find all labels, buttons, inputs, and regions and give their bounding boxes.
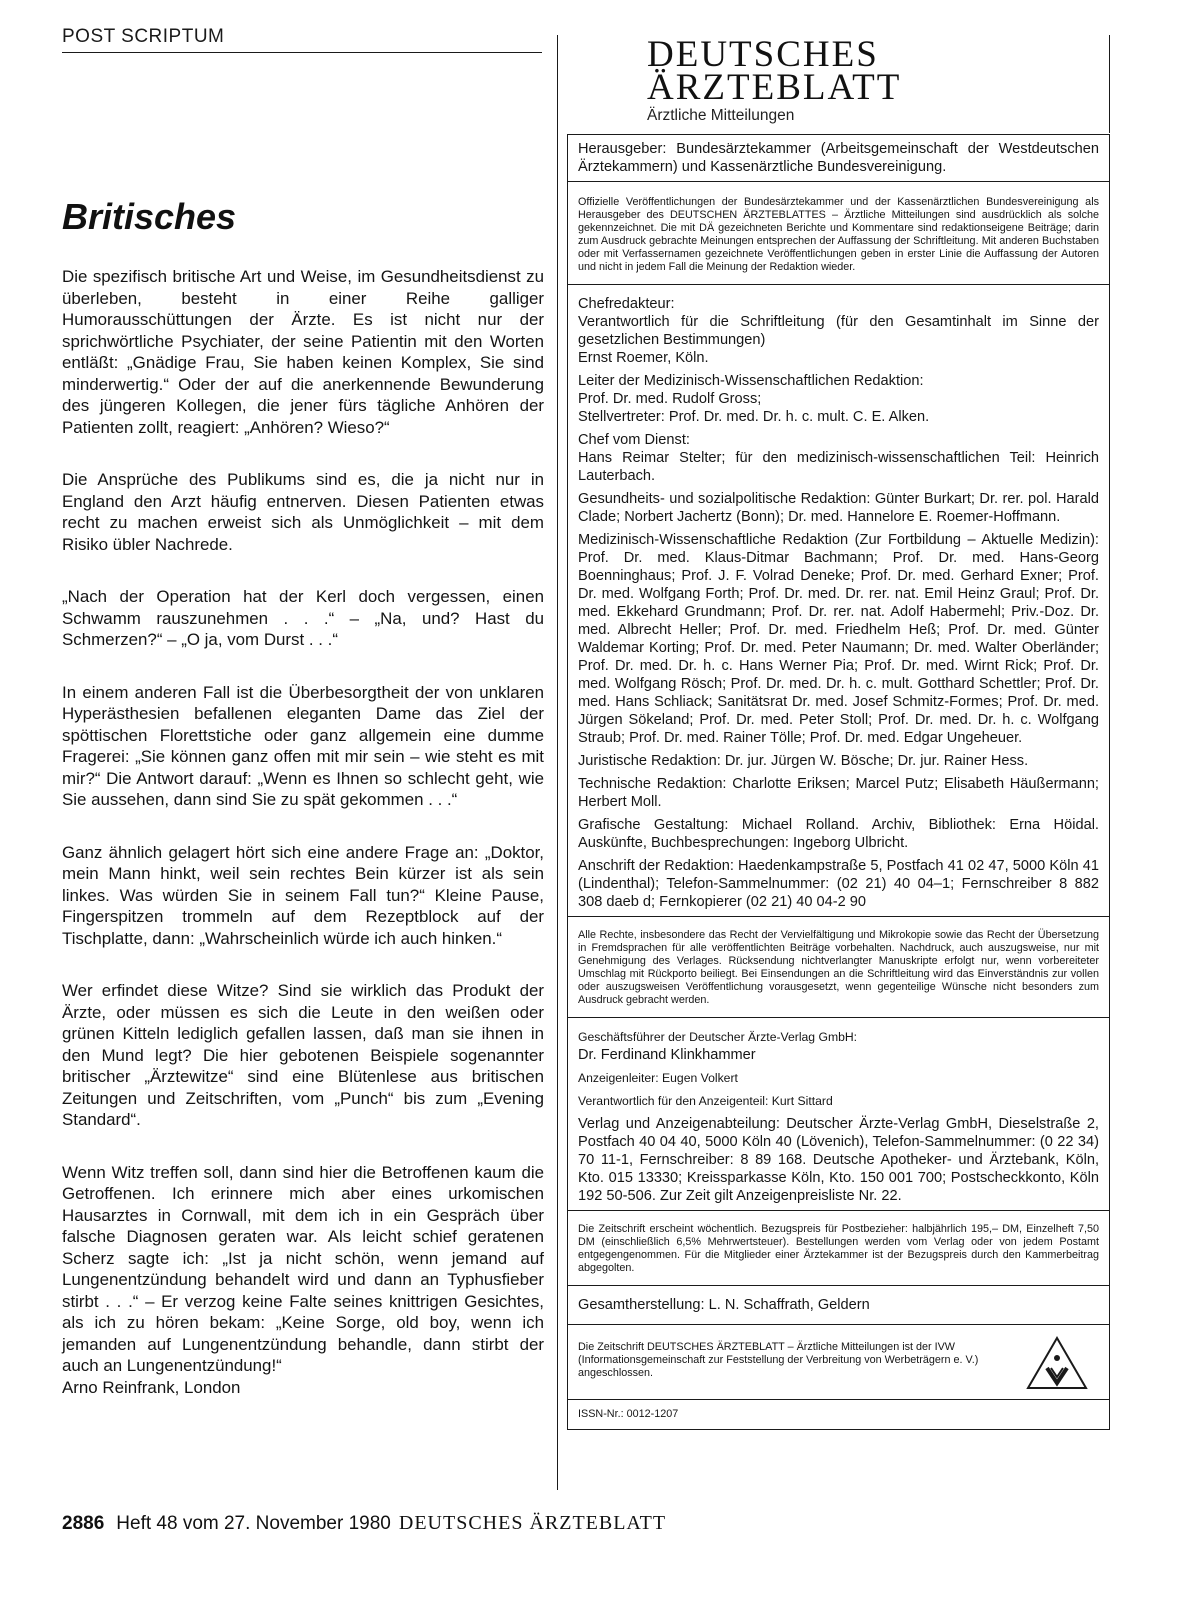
production-box	[567, 1286, 1110, 1325]
publisher-box	[567, 134, 1110, 182]
editorial-line: Grafische Gestaltung: Michael Rolland. Archiv, Bibliothek: Erna Höidal. Auskünfte, Buchbesprechungen: Ingeborg Ulbricht.	[578, 817, 1099, 851]
issn-box	[567, 1400, 1110, 1430]
editorial-box	[567, 285, 1110, 917]
managing-director-label: Geschäftsführer der Deutscher Ärzte-Verlag GmbH:	[578, 1030, 858, 1044]
production-text: Gesamtherstellung: L. N. Schaffrath, Geldern	[578, 1297, 870, 1313]
editorial-line: Prof. Dr. med. Rudolf Gross;	[578, 391, 762, 407]
issn-text: ISSN-Nr.: 0012-1207	[578, 1408, 679, 1420]
ivw-triangle-icon	[1025, 1335, 1089, 1391]
ivw-row	[578, 1335, 1099, 1391]
editorial-line: Verantwortlich für die Schriftleitung (für den Gesamtinhalt im Sinne der gesetzlichen Bestimmungen)	[578, 314, 1099, 348]
ad-responsible: Verantwortlich für den Anzeigenteil: Kurt Sittard	[578, 1094, 833, 1108]
editorial-line: Stellvertreter: Prof. Dr. med. Dr. h. c. mult. C. E. Alken.	[578, 409, 930, 425]
masthead-line-1: DEUTSCHES	[647, 34, 879, 75]
publishing-box	[567, 1018, 1110, 1211]
article-paragraph: Wenn Witz treffen soll, dann sind hier die Betroffenen kaum die Getroffenen. Ich erinnere mich aber eines urkomischen Hausarztes in Cornwall, mit dem ich in ein Gespräch über falsche Diagnosen geraten war. Als leicht schief geratenen Scherz sagte ich: „Ist ja nicht schön, wenn jemand auf Lungenentzündung behandelt wird und dann an Typhusfieber stirbt . . .“ – Er verzog keine Falte seines knittrigen Gesichtes, als ich zu hören bekam: „Keine Sorge, old boy, wenn ich jemanden auf Lungenentzündung behandle, dann stirbt der auch an Lungenentzündung!“	[62, 1162, 544, 1375]
official-notice-box	[567, 182, 1110, 285]
article-title: Britisches	[62, 196, 237, 237]
rights-notice-text: Alle Rechte, insbesondere das Recht der Vervielfältigung und Mikrokopie sowie das Recht der Übersetzung in Fremdsprachen für alle veröffentlichten Beiträge vorbehalten. Nachdruck, auch auszugsweise, nur mit Genehmigung des Verlages. Rücksendung nichtverlangter Manuskripte erfolgt nur, wenn vorbereiteter Umschlag mit Rückporto beiliegt. Bei Einsendungen an die Schriftleitung wird das Einverständnis zur vollen oder auszugsweisen Veröffentlichung vorausgesetzt, wenn gegenteilige Wünsche nicht besonders zum Ausdruck gebracht werden.	[578, 929, 1099, 1006]
managing-director: Dr. Ferdinand Klinkhammer	[578, 1047, 756, 1063]
article-body	[62, 266, 544, 1429]
article-paragraph: Ganz ähnlich gelagert hört sich eine andere Frage an: „Doktor, mein Mann hinkt, weil sein rechtes Bein kürzer ist als sein linkes. Was würden Sie in seinem Fall tun?“ Kleine Pause, Fingerspitzen trommeln auf dem Rezeptblock auf der Tischplatte, dann: „Wahrscheinlich würde ich auch hinken.“	[62, 842, 544, 948]
article-paragraph: Die spezifisch britische Art und Weise, im Gesundheitsdienst zu überleben, besteht in einer Reihe galliger Humorausschüttungen der Ärzte. Es ist nicht nur der sprichwörtliche Psychiater, der seine Patientin mit den Worten entläßt: „Gnädige Frau, Sie haben keinen Komplex, Sie sind minderwertig.“ Oder der auf die anerkennende Bewunderung des jüngeren Kollegen, die jener fürs tägliche Anhören der Patienten zollt, reagiert: „Anhören? Wieso?“	[62, 267, 544, 437]
masthead-line-2: ÄRZTEBLATT	[647, 67, 902, 108]
top-rule	[62, 52, 542, 53]
footer-title: DEUTSCHES ÄRZTEBLATT	[398, 1512, 667, 1534]
page-footer	[62, 1512, 666, 1535]
publisher-address: Verlag und Anzeigenabteilung: Deutscher Ärzte-Verlag GmbH, Dieselstraße 2, Postfach 40 04 40, 5000 Köln 40 (Lövenich), Telefon-Sammelnummer: (0 22 34) 70 11-1, Fernschreiber: 8 89 168. Deutsche Apotheker- und Ärztebank, Köln, Kto. 015 13330; Kreissparkasse Köln, Kto. 150 001 700; Postscheckkonto, Köln 192 50-506. Zur Zeit gilt Anzeigenpreisliste Nr. 22.	[578, 1116, 1099, 1204]
article-paragraph: Die Ansprüche des Publikums sind es, die ja nicht nur in England den Arzt häufig entnerven. Diesen Patienten etwas recht zu machen erweist sich als Unmöglichkeit – mit dem Risiko übler Nachrede.	[62, 470, 544, 554]
subscription-box	[567, 1211, 1110, 1286]
article-paragraph: „Nach der Operation hat der Kerl doch vergessen, einen Schwamm rauszunehmen . . .“ – „Na, und? Hast du Schmerzen?“ – „O ja, vom Durst . . .“	[62, 587, 544, 649]
editorial-line: Leiter der Medizinisch-Wissenschaftlichen Redaktion:	[578, 373, 924, 389]
editorial-line: Hans Reimar Stelter; für den medizinisch-wissenschaftlichen Teil: Heinrich Lauterbach.	[578, 450, 1099, 484]
official-notice-text: Offizielle Veröffentlichungen der Bundesärztekammer und der Kassenärztlichen Bundesvereinigung als Herausgeber des DEUTSCHEN ÄRZTEBLATTES – Ärztliche Mitteilungen sind ausdrücklich als solche gekennzeichnet. Die mit DÄ gezeichneten Berichte und Kommentare sind redaktionseigene Beiträge; darin zum Ausdruck gebrachte Meinungen entsprechen der Auffassung der Schriftleitung. Mit anderen Buchstaben oder mit Verfassernamen gezeichnete Veröffentlichungen geben in erster Linie die Auffassung der Autoren und nicht in jedem Fall die Meinung der Redaktion wieder.	[578, 196, 1099, 273]
rights-notice-box	[567, 917, 1110, 1018]
ad-manager: Anzeigenleiter: Eugen Volkert	[578, 1071, 738, 1085]
article-author: Arno Reinfrank, London	[62, 1377, 241, 1397]
editorial-line: Technische Redaktion: Charlotte Eriksen; Marcel Putz; Elisabeth Häußermann; Herbert Moll.	[578, 776, 1099, 810]
editorial-line: Medizinisch-Wissenschaftliche Redaktion (Zur Fortbildung – Aktuelle Medizin): Prof. Dr. med. Klaus-Ditmar Bachmann; Prof. Dr. med. Hans-Georg Boenninghaus; Prof. J. F. Volrad Deneke; Prof. Dr. med. Gerhard Exner; Prof. Dr. med. Wolfgang Forth; Prof. Dr. med. Dr. rer. nat. Emil Heinz Graul; Prof. Dr. med. Ekkehard Grundmann; Prof. Dr. rer. nat. Adolf Habermehl; Priv.-Doz. Dr. med. Albrecht Heller; Prof. Dr. med. Friedhelm Heß; Prof. Dr. med. Günter Waldemar Korting; Prof. Dr. med. Peter Naumann; Dr. med. Walter Oberländer; Prof. Dr. med. Dr. h. c. Hans Werner Pia; Prof. Dr. med. Wirnt Rick; Prof. Dr. med. Wolfgang Rösch; Prof. Dr. med. Dr. h. c. mult. Gotthard Schettler; Prof. Dr. med. Hans Schliack; Sanitätsrat Dr. med. Josef Schmitz-Formes; Prof. Dr. med. Jürgen Sökeland; Prof. Dr. med. Peter Stoll; Prof. Dr. med. Dr. h. c. Wolfgang Straub; Prof. Dr. med. Rainer Tölle; Prof. Dr. med. Edgar Ungeheuer.	[578, 532, 1099, 746]
subscription-text: Die Zeitschrift erscheint wöchentlich. Bezugspreis für Postbezieher: halbjährlich 195,– DM, Einzelheft 7,50 DM (einschließlich 6,5% Mehrwertsteuer). Bestellungen werden vom Verlag oder von jedem Postamt entgegengenommen. Für die Mitglieder einer Ärztekammer ist der Bezugspreis durch den Kammerbeitrag abgegolten.	[578, 1223, 1099, 1274]
editorial-line: Gesundheits- und sozialpolitische Redaktion: Günter Burkart; Dr. rer. pol. Harald Clade; Norbert Jachertz (Bonn); Dr. med. Hannelore E. Roemer-Hoffmann.	[578, 491, 1099, 525]
editorial-line: Chef vom Dienst:	[578, 432, 690, 448]
editorial-line: Anschrift der Redaktion: Haedenkampstraße 5, Postfach 41 02 47, 5000 Köln 41 (Lindenthal); Telefon-Sammelnummer: (02 21) 40 04–1; Fernschreiber 8 882 308 daeb d; Fernkopierer (02 21) 40 04-2 90	[578, 858, 1099, 910]
issue-info: Heft 48 vom 27. November 1980	[116, 1513, 391, 1534]
ivw-box	[567, 1325, 1110, 1400]
editorial-line: Chefredakteur:	[578, 296, 675, 312]
column-divider	[557, 35, 558, 1490]
masthead	[567, 34, 1110, 134]
masthead-rule	[1109, 35, 1110, 133]
imprint-column	[567, 34, 1110, 1430]
editorial-line: Juristische Redaktion: Dr. jur. Jürgen W. Bösche; Dr. jur. Rainer Hess.	[578, 753, 1029, 769]
ivw-text: Die Zeitschrift DEUTSCHES ÄRZTEBLATT – Ärztliche Mitteilungen ist der IVW (Informationsgemeinschaft zur Feststellung der Verbreitung von Werbeträgern e. V.) angeschlossen.	[578, 1341, 979, 1379]
article-paragraph: Wer erfindet diese Witze? Sind sie wirklich das Produkt der Ärzte, oder müssen es sich die Leute in den weißen oder grünen Kitteln lediglich gefallen lassen, daß man sie ihnen in den Mund legt? Die hier gebotenen Beispiele sogenannter britischer „Ärztewitze“ sind eine Blütenlese aus britischen Zeitungen und Zeitschriften, vom „Punch“ bis zum „Evening Standard“.	[62, 981, 544, 1129]
article-paragraph: In einem anderen Fall ist die Überbesorgtheit der von unklaren Hyperästhesien befallenen eleganten Dame das Ziel der spöttischen Florettstiche oder ganz allgemein eine dumme Fragerei: „Sie können ganz offen mit mir sein – wie steht es mit mir?“ Die Antwort darauf: „Wenn es Ihnen so schlecht geht, wie Sie aussehen, dann sind Sie zu spät gekommen . . .“	[62, 682, 544, 809]
masthead-subtitle: Ärztliche Mitteilungen	[647, 107, 795, 124]
section-label: POST SCRIPTUM	[62, 26, 225, 47]
page-number: 2886	[62, 1513, 105, 1534]
editorial-line: Ernst Roemer, Köln.	[578, 350, 709, 366]
publisher-text: Herausgeber: Bundesärztekammer (Arbeitsgemeinschaft der Westdeutschen Ärztekammern) und Kassenärztliche Bundesvereinigung.	[578, 141, 1099, 175]
